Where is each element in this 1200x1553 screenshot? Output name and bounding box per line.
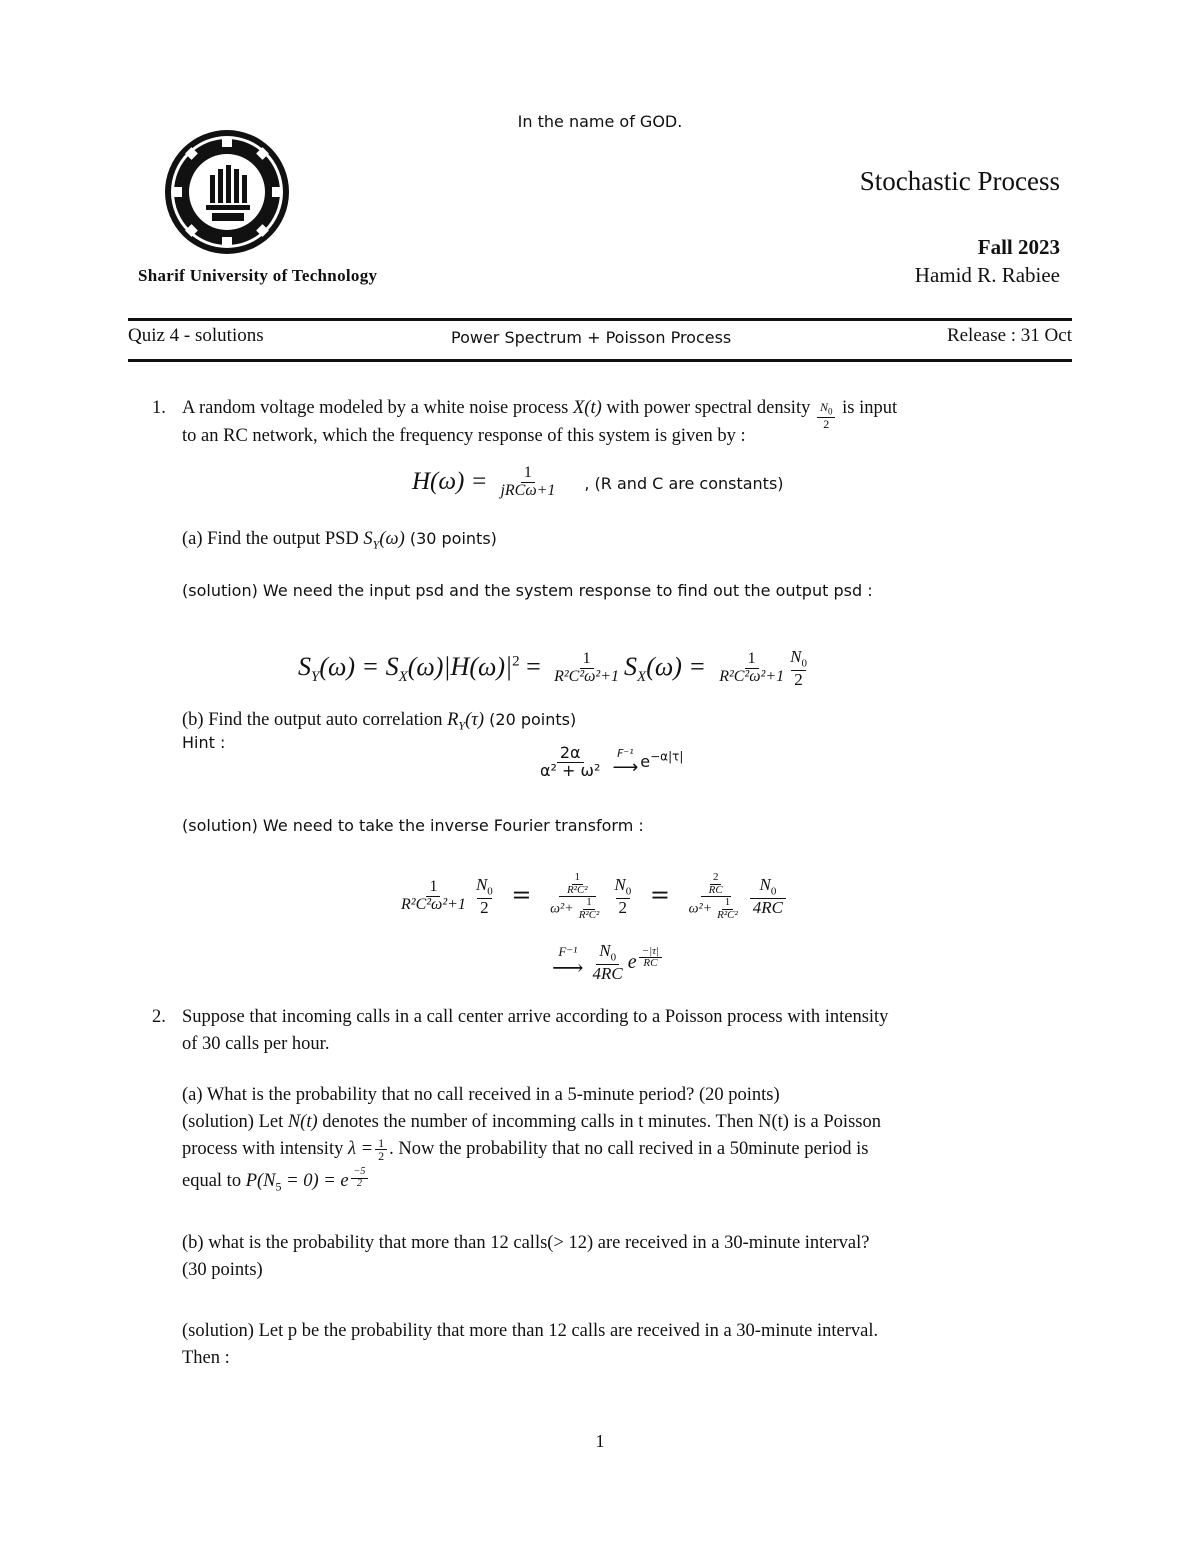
quiz-label: Quiz 4 - solutions: [128, 325, 264, 346]
inverse-transform-result: F⁻¹ ⟶ $\frac{N_0}{4RC}$ e $\frac{-|\tau|}{RC}$: [552, 942, 664, 983]
q2-line2: of 30 calls per hour.: [182, 1034, 330, 1054]
q2b-question-line2: (30 points): [182, 1260, 263, 1280]
university-name: Sharif University of Technology: [138, 266, 378, 285]
q1-line1: A random voltage modeled by a white noise process X(t) with power spectral density $\frac{N_0}{2}$ is input: [182, 398, 898, 431]
q1-line2: to an RC network, which the frequency response of this system is given by :: [182, 426, 746, 446]
q2b-question-line1: (b) what is the probability that more than 12 calls(> 12) are received in a 30-minute interval?: [182, 1233, 870, 1253]
course-title: Stochastic Process: [859, 166, 1060, 196]
q1b-question: (b) Find the output auto correlation $R_Y(\tau)$ (20 points): [182, 710, 577, 733]
hint-equation: $\frac{2\alpha}{\text{α² + ω²}}$ F⁻¹ ⟶ $e^{-\alpha|\tau|}$: [540, 743, 684, 780]
q1a-question: (a) Find the output PSD $S_Y(\omega)$ (30 points): [182, 529, 497, 552]
q2a-solution-line2: process with intensity λ = $\frac{1}{2}$ . Now the probability that no call recived in a 50minute period is: [182, 1135, 869, 1164]
bottom-rule: [128, 359, 1072, 362]
university-seal-logo: [162, 127, 292, 257]
q1-number: 1.: [152, 398, 166, 418]
release-label: Release : 31 Oct: [946, 325, 1072, 346]
term: Fall 2023: [977, 235, 1060, 259]
inverse-transform-equation: $\frac{1}{\text{R²C²ω²+1}}$ $\frac{N_0}{2}$ = $\frac{1}{\text{R²C²}}$ ω²+ $\frac{1}{\text{R²C²}}$ $\frac{N_0}{2}$ = $\frac{2}{RC}$ ω²+ $\frac{1}{\text{R²C²}}$ $\frac{N_0}{4RC}$: [396, 872, 788, 921]
top-rule: [128, 318, 1072, 321]
transfer-function-equation: H(ω) = $\frac{1}{\text{jRCω+1}}$ , (R and C are constants): [412, 464, 784, 499]
gear-seal-icon: [162, 127, 292, 257]
q2a-question: (a) What is the probability that no call received in a 5-minute period? (20 points): [182, 1085, 780, 1105]
page-number: 1: [595, 1431, 605, 1451]
q2-number: 2.: [152, 1007, 166, 1027]
q2b-solution-line1: (solution) Let p be the probability that more than 12 calls are received in a 30-minute interval.: [182, 1321, 879, 1341]
motto: In the name of GOD.: [517, 112, 683, 131]
q1b-solution-text: (solution) We need to take the inverse Fourier transform :: [182, 816, 644, 835]
topic-label: Power Spectrum + Poisson Process: [451, 328, 732, 347]
output-psd-equation: $S_Y(\omega) = S_X(\omega)|H(\omega)|^2$ = $\frac{1}{\text{R²C²ω²+1}}$ $S_X(\omega)$ = $\frac{1}{\text{R²C²ω²+1}}$ $\frac{N_0}{2}$: [298, 647, 807, 689]
q2a-solution-line3: equal to $P(N_5 = 0) = e$ $\frac{-5}{2}$: [182, 1167, 370, 1201]
q2b-solution-line2: Then :: [182, 1348, 230, 1368]
q1a-solution-text: (solution) We need the input psd and the system response to find out the output psd :: [182, 581, 873, 600]
hint-label: Hint :: [182, 733, 226, 752]
q2a-solution-line1: (solution) Let N(t) denotes the number of incomming calls in t minutes. Then N(t) is a Poisson: [182, 1112, 881, 1132]
instructor: Hamid R. Rabiee: [914, 263, 1060, 287]
q2-line1: Suppose that incoming calls in a call center arrive according to a Poisson process with intensity: [182, 1007, 889, 1027]
